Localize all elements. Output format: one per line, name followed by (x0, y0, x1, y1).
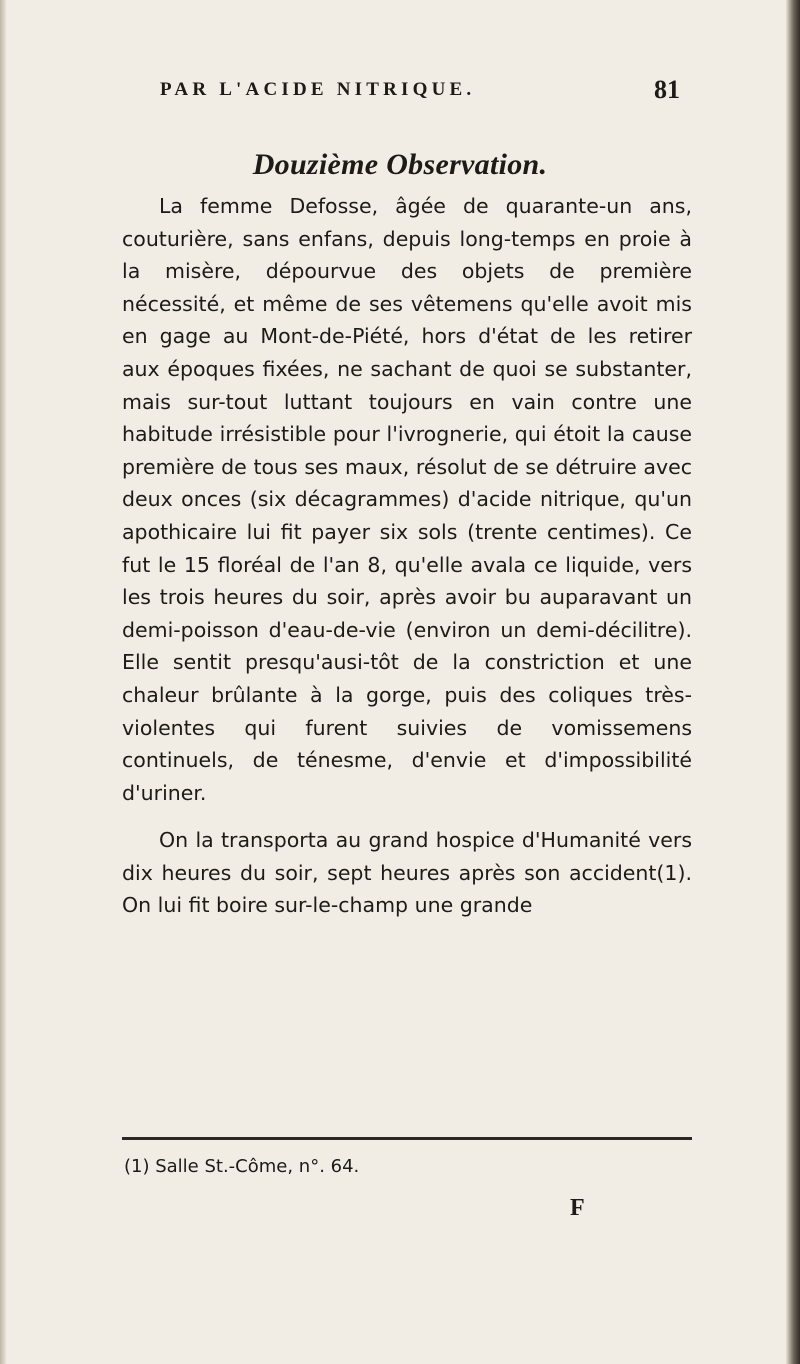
page-header (160, 75, 680, 115)
page-left-edge (0, 0, 6, 1364)
body-text (122, 190, 692, 922)
running-head: PAR L'ACIDE NITRIQUE. (160, 79, 476, 100)
paragraph-1: La femme Defosse, âgée de quarante-un ans, couturière, sans enfans, depuis long-temps en proie à la misère, dépourvue des objets de première nécessité, et même de ses vêtemens qu'elle avoit mis en gage au Mont-de-Piété, hors d'état de les retirer aux époques fixées, ne sachant de quoi se substanter, mais sur-tout luttant toujours en vain contre une habitude irrésistible pour l'ivrognerie, qui étoit la cause première de tous ses maux, résolut de se détruire avec deux onces (six décagrammes) d'acide nitrique, qu'un apothicaire lui fit payer six sols (trente centimes). Ce fut le 15 floréal de l'an 8, qu'elle avala ce liquide, vers les trois heures du soir, après avoir bu auparavant un demi-poisson d'eau-de-vie (environ un demi-décilitre). Elle sentit presqu'ausi-tôt de la constriction et une chaleur brûlante à la gorge, puis des coliques très-violentes qui furent suivies de vomissemens continuels, de ténesme, d'envie et d'impossibilité d'uriner. (122, 194, 692, 805)
footnote-rule (122, 1137, 692, 1140)
observation-title: Douzième Observation. (252, 148, 548, 181)
signature-mark: F (570, 1195, 585, 1221)
page-number: 81 (654, 75, 680, 104)
footnote: (1) Salle St.-Côme, n°. 64. (124, 1156, 360, 1177)
paragraph-2: On la transporta au grand hospice d'Humanité vers dix heures du soir, sept heures après son accident(1). On lui fit boire sur-le-champ une grande (122, 828, 692, 918)
book-gutter-shadow (786, 0, 800, 1364)
